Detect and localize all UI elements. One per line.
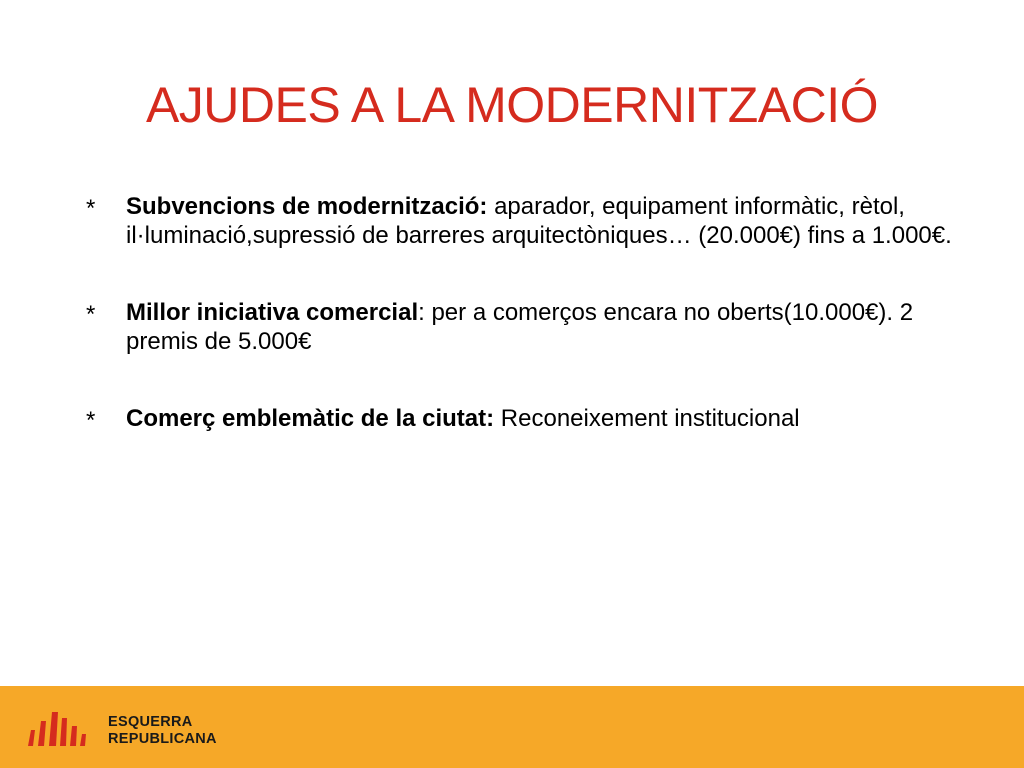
logo-line-2: REPUBLICANA [108, 731, 217, 747]
bullet-marker: * [86, 195, 96, 222]
bullet-item-modernization [84, 192, 964, 250]
logo-line-1: ESQUERRA [108, 714, 193, 730]
bullet-text: aparador, equipament informàtic, rètol, il·luminació,supressió de barreres arquitectòniques… (20.000€) fins a 1.000€. [126, 193, 952, 249]
bullet-heading: Subvencions de modernització: [126, 193, 488, 220]
footer-bar [0, 686, 1024, 768]
bullet-item-emblematic [84, 404, 964, 433]
stripes-logo-icon [26, 710, 88, 746]
bullet-text: : per a comerços encara no oberts(10.000€). 2 premis de 5.000€ [126, 299, 914, 355]
bullet-heading: Comerç emblemàtic de la ciutat: [126, 405, 495, 432]
party-logo-text [108, 714, 217, 748]
bullet-list [84, 192, 964, 433]
slide-title: AJUDES A LA MODERNITZACIÓ [145, 77, 879, 133]
bullet-item-initiative [84, 298, 964, 356]
bullet-text: Reconeixement institucional [494, 405, 800, 432]
bullet-heading: Millor iniciativa comercial [126, 299, 419, 326]
bullet-marker: * [86, 301, 96, 328]
bullet-marker: * [86, 407, 96, 434]
